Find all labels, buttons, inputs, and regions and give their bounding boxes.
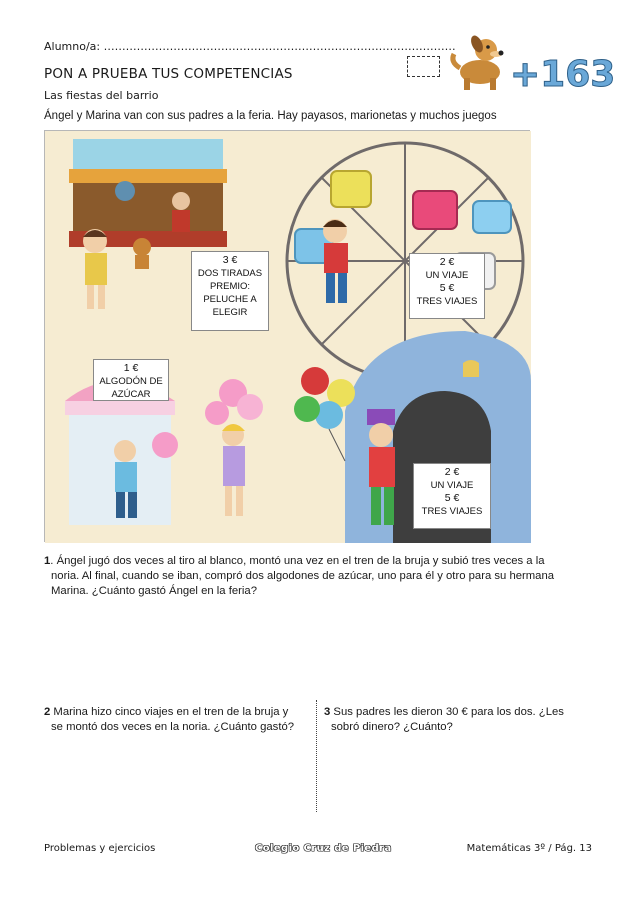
cotton-line-1: ALGODÓN DE [99,376,163,387]
question-3-line-1: Sus padres les dieron 30 € para los dos. ¿Les [330,706,564,718]
ferris-line-2: TRES VIAJES [416,296,478,307]
grade-box [407,56,440,77]
shooting-line-1: DOS TIRADAS [197,268,263,279]
cotton-line-2: AZÚCAR [111,389,151,400]
student-name-line: Alumno/a: …………………………………………………………………………………… [44,40,456,53]
question-1 [44,554,604,599]
train-price-sign [413,463,491,529]
train-line-2: TRES VIAJES [421,506,483,517]
fair-illustration [44,130,530,542]
ferris-line-1: UN VIAJE [425,270,469,281]
cotton-price: 1 € [123,362,139,374]
ferris-price-three: 5 € [439,282,455,294]
shooting-line-2: PREMIO: [209,281,251,292]
shooting-line-4: ELEGIR [212,307,248,318]
shooting-price: 3 € [222,254,238,266]
question-1-number: 1 [44,555,51,567]
question-3 [324,705,604,735]
train-price-one: 2 € [444,466,460,478]
question-3-line-2: sobró dinero? ¿Cuánto? [331,721,453,733]
question-1-line-3: Marina. ¿Cuánto gastó Ángel en la feria? [51,585,257,597]
footer-school: Colegio Cruz de Piedra [255,843,392,854]
footer-left: Problemas y ejercicios [44,843,156,854]
question-1-line-1: . Ángel jugó dos veces al tiro al blanco, montó una vez en el tren de la bruja y subió tres veces a la [50,555,545,567]
question-2 [44,705,310,735]
question-2-number: 2 [44,706,51,718]
ferris-price-sign [409,253,485,319]
question-3-number: 3 [324,706,331,718]
train-price-three: 5 € [444,492,460,504]
question-1-line-2: noria. Al final, cuando se iban, compró dos algodones de azúcar, uno para él y otro para su hermana [51,570,555,582]
question-2-line-1: Marina hizo cinco viajes en el tren de la bruja y [50,706,289,718]
ferris-price-one: 2 € [439,256,455,268]
intro-text: Ángel y Marina van con sus padres a la feria. Hay payasos, marionetas y muchos juegos [44,110,497,122]
page-title: PON A PRUEBA TUS COMPETENCIAS [44,66,293,82]
logo [446,32,616,95]
page-subtitle: Las fiestas del barrio [44,89,159,102]
shooting-line-3: PELUCHE A [203,294,257,305]
cotton-price-sign [93,359,169,401]
logo-text: +163 [510,54,616,95]
column-divider [316,700,317,812]
shooting-price-sign [191,251,269,331]
footer-page: Matemáticas 3º / Pág. 13 [466,843,592,854]
question-2-line-2: se montó dos veces en la noria. ¿Cuánto gastó? [51,721,295,733]
train-line-1: UN VIAJE [430,480,474,491]
